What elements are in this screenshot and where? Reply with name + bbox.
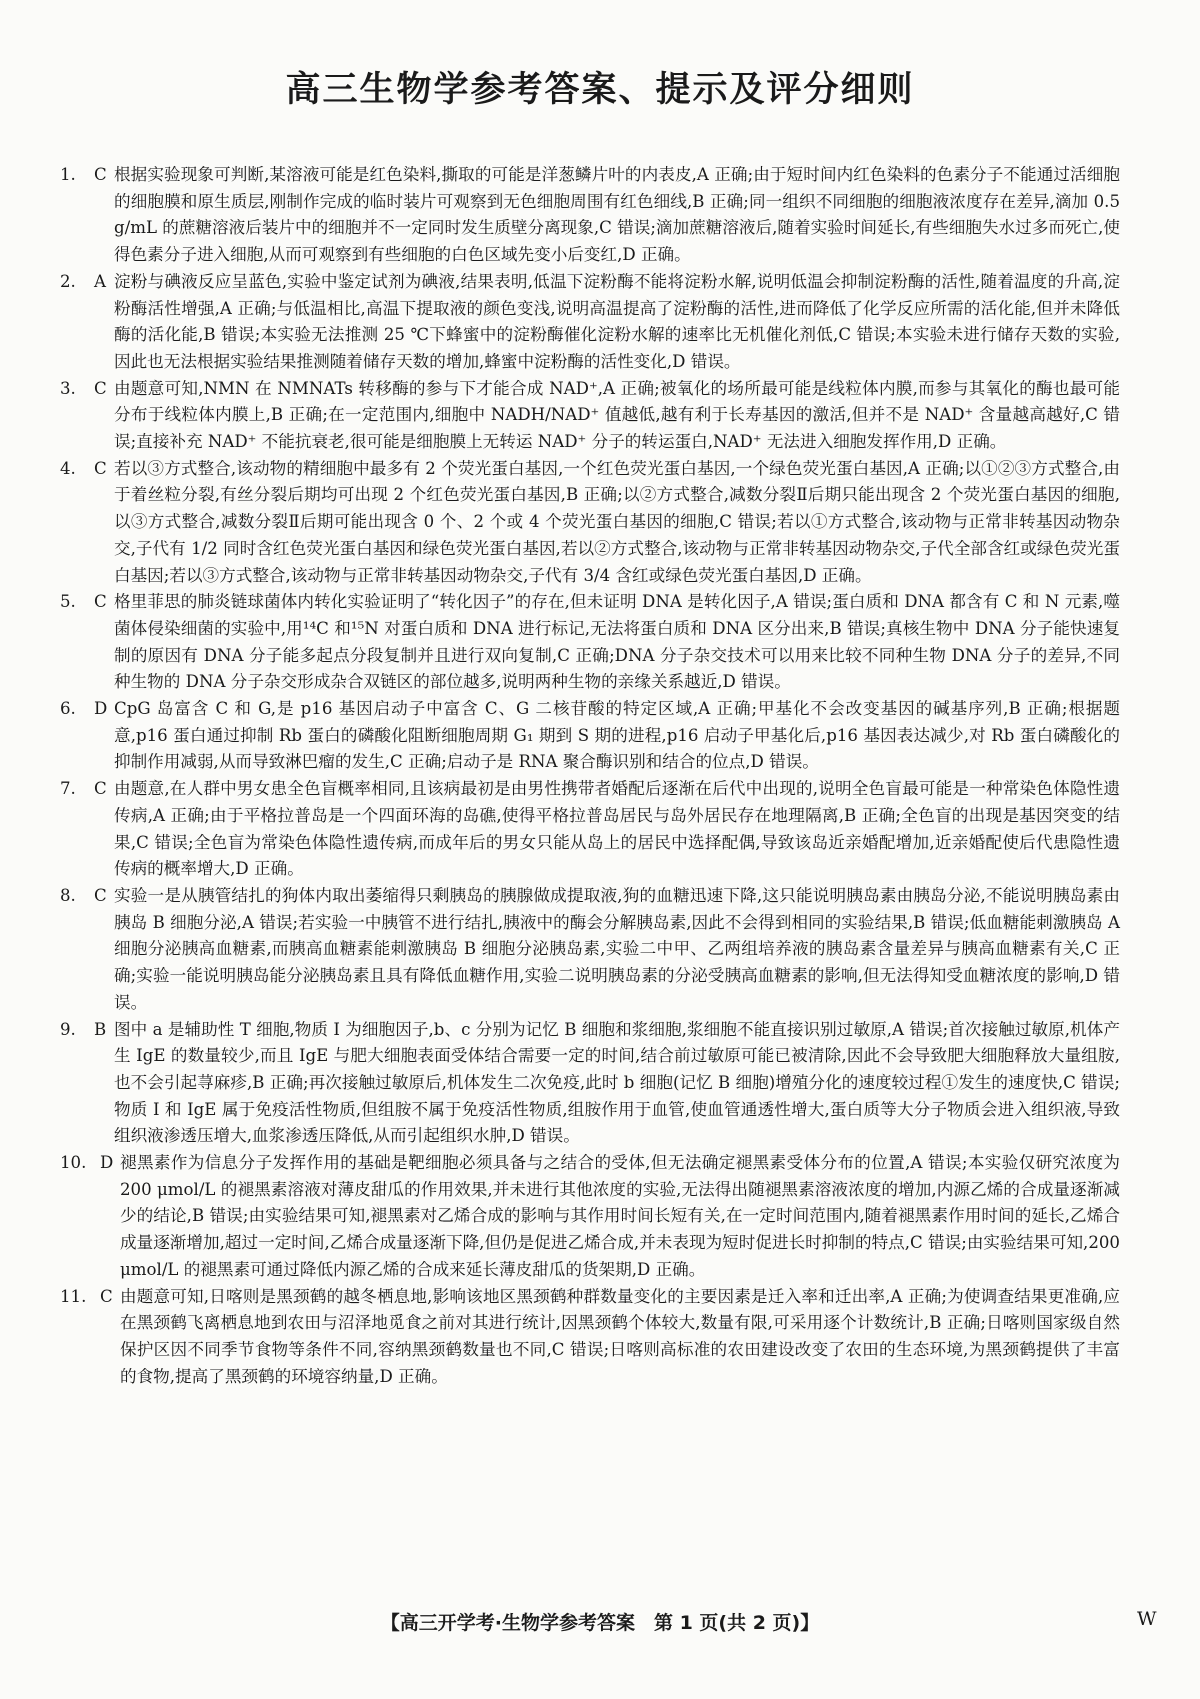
question-number: 2. (60, 271, 76, 291)
answer-item (60, 1017, 1120, 1151)
question-number: 4. (60, 458, 76, 478)
answer-item (60, 1284, 1120, 1391)
answer-item (60, 589, 1120, 696)
question-number: 6. (60, 699, 76, 719)
answer-item (60, 269, 1120, 376)
answer-item (60, 456, 1120, 590)
page-title: 高三生物学参考答案、提示及评分细则 (285, 70, 915, 110)
answer-letter: D (94, 699, 108, 719)
footer-page-info: 【高三开学考·生物学参考答案 第 1 页(共 2 页)】 (380, 1612, 820, 1634)
answer-item (60, 376, 1120, 456)
question-number: 11. (60, 1286, 87, 1306)
page-footer (0, 1608, 1200, 1638)
footer-code: W (1137, 1608, 1157, 1630)
answer-letter: A (94, 271, 106, 291)
question-number: 10. (60, 1153, 87, 1173)
question-number: 8. (60, 885, 76, 905)
explanation-text: 淀粉与碘液反应呈蓝色,实验中鉴定试剂为碘液,结果表明,低温下淀粉酶不能将淀粉水解,说明低温会抑制淀粉酶的活性,随着温度的升高,淀粉酶活性增强,A 正确;与低温相比,高温下提取液的颜色变浅,说明高温提高了淀粉酶的活性,进而降低了化学反应所需的活化能,但并未降低酶的活化能,B 错误;本实验无法推测 25 ℃下蜂蜜中的淀粉酶催化淀粉水解的速率比无机催化剂低,C 错误;本实验未进行储存天数的实验,因此也无法根据实验结果推测随着储存天数的增加,蜂蜜中淀粉酶的活性变化,D 错误。 (114, 271, 1120, 371)
explanation-text: 实验一是从胰管结扎的狗体内取出萎缩得只剩胰岛的胰腺做成提取液,狗的血糖迅速下降,这只能说明胰岛素由胰岛分泌,不能说明胰岛素由胰岛 B 细胞分泌,A 错误;若实验一中胰管不进行结扎,胰液中的酶会分解胰岛素,因此不会得到相同的实验结果,B 错误;低血糖能刺激胰岛 A 细胞分泌胰高血糖素,而胰高血糖素能刺激胰岛 B 细胞分泌胰岛素,实验二中甲、乙两组培养液的胰岛素含量差异与胰高血糖素有关,C 正确;实验一能说明胰岛能分泌胰岛素且具有降低血糖作用,实验二说明胰岛素的分泌受胰高血糖素的影响,但无法得知受血糖浓度的影响,D 错误。 (114, 885, 1120, 1012)
answer-item (60, 883, 1120, 1017)
question-number: 3. (60, 378, 76, 398)
answer-item (60, 1150, 1120, 1284)
answer-letter: C (94, 592, 107, 612)
answer-letter: B (94, 1019, 107, 1039)
answer-item (60, 696, 1120, 776)
explanation-text: 图中 a 是辅助性 T 细胞,物质 I 为细胞因子,b、c 分别为记忆 B 细胞和浆细胞,浆细胞不能直接识别过敏原,A 错误;首次接触过敏原,机体产生 IgE 的数量较少,而且 IgE 与肥大细胞表面受体结合需要一定的时间,结合前过敏原可能已被清除,因此不会导致肥大细胞释放大量组胺,也不会引起荨麻疹,B 正确;再次接触过敏原后,机体发生二次免疫,此时 b 细胞(记忆 B 细胞)增殖分化的速度较过程①发生的速度快,C 错误;物质 I 和 IgE 属于免疫活性物质,但组胺不属于免疫活性物质,组胺作用于血管,使血管通透性增大,蛋白质等大分子物质会进入组织液,导致组织液渗透压增大,血浆渗透压降低,从而引起组织水肿,D 错误。 (114, 1019, 1120, 1146)
answer-item (60, 776, 1120, 883)
explanation-text: 由题意可知,NMN 在 NMNATs 转移酶的参与下才能合成 NAD⁺,A 正确;被氧化的场所最可能是线粒体内膜,而参与其氧化的酶也最可能分布于线粒体内膜上,B 正确;在一定范围内,细胞中 NADH/NAD⁺ 值越低,越有利于长寿基因的激活,但并不是 NAD⁺ 含量越高越好,C 错误;直接补充 NAD⁺ 不能抗衰老,很可能是细胞膜上无转运 NAD⁺ 分子的转运蛋白,NAD⁺ 无法进入细胞发挥作用,D 正确。 (114, 378, 1120, 452)
answer-letter: D (100, 1153, 114, 1173)
question-number: 9. (60, 1019, 76, 1039)
explanation-text: 褪黑素作为信息分子发挥作用的基础是靶细胞必须具备与之结合的受体,但无法确定褪黑素受体分布的位置,A 错误;本实验仅研究浓度为 200 μmol/L 的褪黑素溶液对薄皮甜瓜的作用效果,并未进行其他浓度的实验,无法得出随褪黑素溶液浓度的增加,内源乙烯的合成量逐渐减少的结论,B 错误;由实验结果可知,褪黑素对乙烯合成的影响与其作用时间长短有关,在一定时间范围内,随着褪黑素作用时间的延长,乙烯合成量逐渐增加,超过一定时间,乙烯合成量逐渐下降,但仍是促进乙烯合成,并未表现为短时促进长时抑制的特点,C 错误;由实验结果可知,200 μmol/L 的褪黑素可通过降低内源乙烯的合成来延长薄皮甜瓜的货架期,D 正确。 (120, 1153, 1120, 1279)
answer-letter: C (94, 458, 107, 478)
explanation-text: 由题意可知,日喀则是黑颈鹤的越冬栖息地,影响该地区黑颈鹤种群数量变化的主要因素是迁入率和迁出率,A 正确;为使调查结果更准确,应在黑颈鹤飞离栖息地到农田与沼泽地觅食之前对其进行统计,因黑颈鹤个体较大,数量有限,可采用逐个计数统计,B 正确;日喀则国家级自然保护区因不同季节食物等条件不同,容纳黑颈鹤数量也不同,C 错误;日喀则高标准的农田建设改变了农田的生态环境,为黑颈鹤提供了丰富的食物,提高了黑颈鹤的环境容纳量,D 正确。 (120, 1286, 1120, 1386)
question-number: 1. (60, 165, 76, 184)
answer-letter: C (94, 885, 107, 905)
explanation-text: 若以③方式整合,该动物的精细胞中最多有 2 个荧光蛋白基因,一个红色荧光蛋白基因,一个绿色荧光蛋白基因,A 正确;以①②③方式整合,由于着丝粒分裂,有丝分裂后期均可出现 2 个红色荧光蛋白基因,B 正确;以②方式整合,减数分裂Ⅱ后期只能出现含 2 个荧光蛋白基因的细胞,以③方式整合,减数分裂Ⅱ后期可能出现含 0 个、2 个或 4 个荧光蛋白基因的细胞,C 错误;若以①方式整合,该动物与正常非转基因动物杂交,子代有 1/2 同时含红色荧光蛋白基因和绿色荧光蛋白基因,若以②方式整合,该动物与正常非转基因动物杂交,子代全部含红或绿色荧光蛋白基因;若以③方式整合,该动物与正常非转基因动物杂交,子代有 3/4 含红或绿色荧光蛋白基因,D 正确。 (114, 458, 1120, 585)
question-number: 7. (60, 779, 76, 799)
question-number: 5. (60, 592, 76, 612)
answer-letter: C (94, 779, 107, 799)
explanation-text: 格里菲思的肺炎链球菌体内转化实验证明了“转化因子”的存在,但未证明 DNA 是转化因子,A 错误;蛋白质和 DNA 都含有 C 和 N 元素,噬菌体侵染细菌的实验中,用¹⁴C 和¹⁵N 对蛋白质和 DNA 进行标记,无法将蛋白质和 DNA 区分出来,B 错误;真核生物中 DNA 分子能快速复制的原因有 DNA 分子能多起点分段复制并且进行双向复制,C 正确;DNA 分子杂交技术可以用来比较不同种生物 DNA 分子的差异,不同种生物的 DNA 分子杂交形成杂合双链区的部位越多,说明两种生物的亲缘关系越近,D 错误。 (114, 592, 1120, 692)
answer-letter: C (94, 165, 107, 184)
explanation-text: 由题意,在人群中男女患全色盲概率相同,且该病最初是由男性携带者婚配后逐渐在后代中出现的,说明全色盲最可能是一种常染色体隐性遗传病,A 正确;由于平格拉普岛是一个四面环海的岛礁,使得平格拉普岛居民与岛外居民存在地理隔离,B 正确;全色盲的出现是基因突变的结果,C 错误;全色盲为常染色体隐性遗传病,而成年后的男女只能从岛上的居民中选择配偶,导致该岛近亲婚配增加,近亲婚配使后代患隐性遗传病的概率增大,D 正确。 (114, 779, 1120, 879)
explanation-text: CpG 岛富含 C 和 G,是 p16 基因启动子中富含 C、G 二核苷酸的特定区域,A 正确;甲基化不会改变基因的碱基序列,B 正确;根据题意,p16 蛋白通过抑制 Rb 蛋白的磷酸化阻断细胞周期 G₁ 期到 S 期的进程,p16 启动子甲基化后,p16 基因表达减少,对 Rb 蛋白磷酸化的抑制作用减弱,从而导致淋巴瘤的发生,C 正确;启动子是 RNA 聚合酶识别和结合的位点,D 错误。 (114, 699, 1120, 772)
answer-letter: C (94, 378, 107, 398)
answer-list (60, 162, 1120, 1390)
answer-item (60, 162, 1120, 269)
explanation-text: 根据实验现象可判断,某溶液可能是红色染料,撕取的可能是洋葱鳞片叶的内表皮,A 正确;由于短时间内红色染料的色素分子不能通过活细胞的细胞膜和原生质层,刚制作完成的临时装片可观察到无色细胞周围有红色细线,B 正确;同一组织不同细胞的细胞液浓度存在差异,滴加 0.5 g/mL 的蔗糖溶液后装片中的细胞并不一定同时发生质壁分离现象,C 错误;滴加蔗糖溶液后,随着实验时间延长,有些细胞失水过多而死亡,使得色素分子进入细胞,从而可观察到有些细胞的白色区域先变小后变红,D 正确。 (114, 165, 1120, 265)
answer-letter: C (100, 1286, 113, 1306)
